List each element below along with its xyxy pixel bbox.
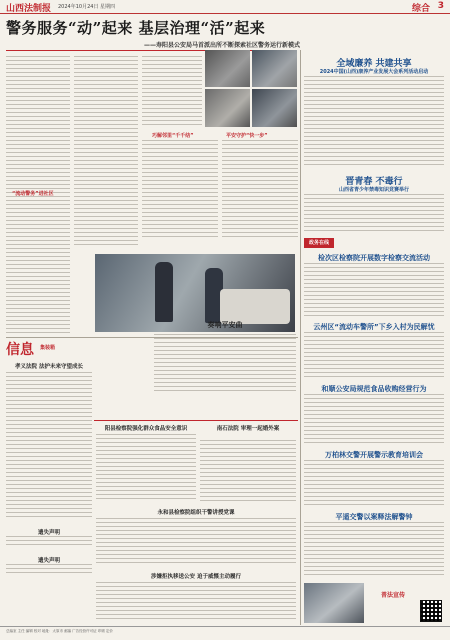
center-article-4-title[interactable]: 涉嫌拒执移送公安 迫于威慑主动履行: [151, 574, 241, 580]
photo-feature-title: 奏响平安曲: [207, 321, 243, 329]
article-body-col2: [74, 56, 138, 250]
center-article-2-body: [200, 440, 296, 504]
section-name: 综合: [411, 4, 430, 14]
center-article-2-title[interactable]: 南石法院 审理一起婚外案: [216, 426, 280, 432]
right-article-2-body: [304, 194, 444, 234]
lost-notice-1-body: [6, 536, 92, 552]
news-photo-4: [252, 89, 297, 127]
right-headline-3[interactable]: 和顺公安局规范食品收购经营行为: [321, 385, 427, 393]
lost-notice-1-title: 遗失声明: [37, 530, 60, 536]
row-divider-middle: [6, 337, 298, 338]
right-headline-1-body: [304, 263, 444, 319]
center-article-3-title[interactable]: 永和县检察院组织干警讲授党课: [157, 510, 235, 516]
center-article-1-body: [96, 434, 196, 504]
right-bottom-photo: [304, 583, 364, 623]
news-photo-3: [205, 89, 250, 127]
right-article-2-subtitle: 山西省青少年禁毒知识竞赛举行: [338, 187, 409, 193]
news-photo-2: [252, 50, 297, 87]
center-article-4-body: [96, 582, 296, 622]
news-photo-1: [205, 50, 250, 87]
right-headline-2-body: [304, 332, 444, 380]
right-article-1-subtitle: 2024中国(山西)康养产业发展大会系列活动启动: [319, 69, 429, 75]
right-article-1-body: [304, 76, 444, 168]
lead-subtitle-3: 平安守护“快一步”: [226, 133, 268, 139]
info-section-title: 信息: [6, 342, 34, 358]
right-headline-5[interactable]: 平遥交警以案释法解警钟: [335, 513, 413, 521]
lead-subtitle-2: 巧解邻里“千千结”: [152, 133, 194, 139]
right-headline-3-body: [304, 394, 444, 446]
info-item-1-body: [6, 372, 92, 522]
page-headline[interactable]: 警务服务“动”起来 基层治理“活”起来: [6, 19, 266, 37]
article-body-col5: [222, 140, 298, 240]
lost-notice-2-title: 遗失声明: [37, 558, 60, 564]
issue-date: 2024年10月24日 星期四: [58, 4, 116, 10]
article-body-col3: [142, 56, 202, 128]
photo-captions: [154, 334, 296, 394]
right-headline-4-body: [304, 460, 444, 508]
info-section-rule: [94, 420, 298, 421]
page-subhead: ——寿阳县公安局马首派出所不断探索社区警务运行新模式: [143, 42, 300, 49]
article-body-col4: [142, 140, 218, 240]
section-tag-government-online: 政务在线: [304, 238, 334, 248]
right-headline-2[interactable]: 云州区“流动车警所”下乡入村为民解忧: [313, 323, 435, 331]
right-article-1-title[interactable]: 全域廉养 共建共享: [336, 59, 412, 69]
right-headline-6[interactable]: 普法宣传: [380, 592, 405, 599]
right-headline-1[interactable]: 检次区检察院开展数字检察交流活动: [318, 254, 430, 262]
newspaper-logo: 山西法制报: [6, 4, 52, 14]
right-headline-5-body: [304, 522, 444, 578]
center-article-1-title[interactable]: 阳县检察院强化群众食品安全意识: [104, 426, 188, 432]
lost-notice-2-body: [6, 564, 92, 580]
lead-subtitle-1: “流动警务”进社区: [12, 191, 54, 197]
page-number: 3: [437, 1, 444, 11]
qr-code-icon: [420, 600, 442, 622]
info-item-1-title[interactable]: 孝义法院 法护未来守望成长: [15, 364, 83, 370]
column-divider-left: [300, 50, 301, 625]
right-headline-4[interactable]: 万柏林交警开展警示教育培训会: [325, 451, 423, 459]
info-section-subtitle: 集装箱: [40, 345, 56, 351]
right-article-2-title[interactable]: 晋青春 不毒行: [345, 177, 403, 187]
masthead: [0, 0, 450, 14]
page-footer: 总编室 主任 编辑 校对 地址：太原市 邮编 广告经营许可证 印刷 定价: [0, 626, 450, 640]
center-article-3-body: [96, 518, 296, 568]
